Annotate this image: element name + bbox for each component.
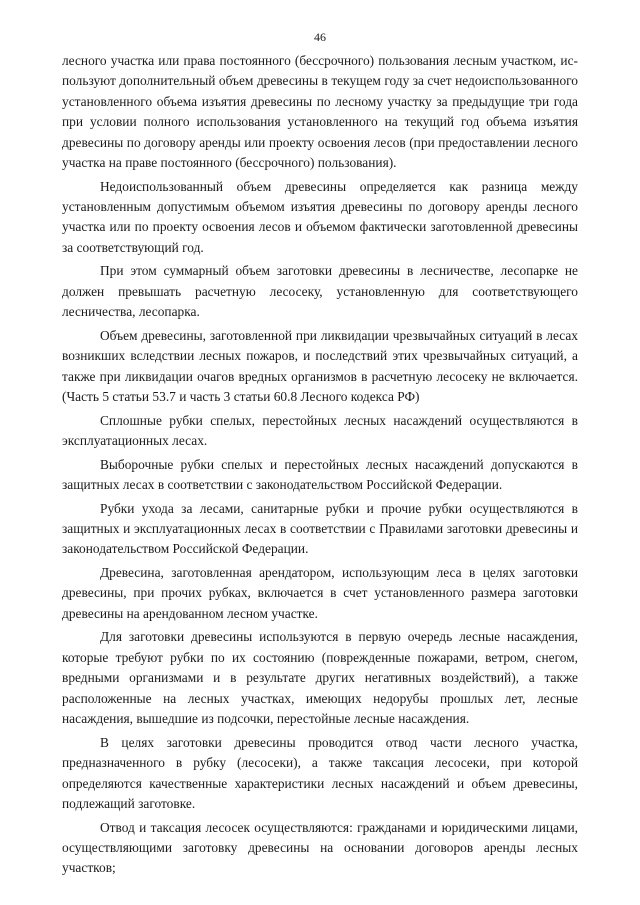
paragraph-8: Древесина, заготовленная арендатором, использующим леса в целях заготовки древесины, при прочих рубках, включается в счет установленного размера заготовки древесины на арендованном лесном участке.	[62, 565, 578, 621]
paragraph-6: Выборочные рубки спелых и перестойных лесных насаждений допускаются в защитных лесах в соответствии с законодательством Российской Федерации.	[62, 456, 578, 493]
page-number: 46	[314, 30, 326, 44]
paragraph-3: При этом суммарный объем заготовки древесины в лесничестве, лесопарке не должен превышать расчетную лесосеку, установленную для соответствующего лесничества, лесопарка.	[62, 263, 578, 320]
document-body	[62, 51, 578, 882]
paragraph-11: Отвод и таксация лесосек осуществляются: гражданами и юридическими лицами, осуществляющими заготовку древесины на основании договоров аренды лесных участков;	[62, 819, 578, 876]
paragraph-10: В целях заготовки древесины проводится отвод части лесного участка, предназначенного в рубку (лесосеки), а также таксация лесосеки, при которой определяются качественные характеристики лесных насаждений и объем древесины, подлежащий заготовке.	[62, 734, 578, 811]
paragraph-2: Недоиспользованный объем древесины определяется как разница между установленным допустимым объемом изъятия древесины по договору аренды лесного участка или по проекту освоения лесов и объемом фактически заготовленной древесины за соответствующий год.	[62, 178, 578, 255]
paragraph-1: лесного участка или права постоянного (бессрочного) пользования лесным участком, используют дополнительный объем древесины в текущем году за счет недоиспользованного установленного объема изъятия древесины по лесному участку за предыдущие три года при условии полного использования установленного на текущий год объема изъятия древесины по договору аренды или проекту освоения лесов (при предоставлении лесного участка на праве постоянного (бессрочного) пользования).	[62, 53, 578, 171]
paragraph-4: Объем древесины, заготовленной при ликвидации чрезвычайных ситуаций в лесах возникших вследствии лесных пожаров, и последствий этих чрезвычайных ситуаций, а также при ликвидации очагов вредных организмов в расчетную лесосеку не включается. (Часть 5 статьи 53.7 и часть 3 статьи 60.8 Лесного кодекса РФ)	[62, 327, 578, 405]
paragraph-9: Для заготовки древесины используются в первую очередь лесные насаждения, которые требуют рубки по их состоянию (поврежденные пожарами, ветром, снегом, вредными организмами и в результате других негативных воздействий), а также расположенные на лесных участках, имеющих недорубы прошлых лет, лесные насаждения, вышедшие из подсочки, перестойные лесные насаждения.	[62, 629, 578, 727]
paragraph-5: Сплошные рубки спелых, перестойных лесных насаждений осуществляются в эксплуатационных лесах.	[62, 412, 578, 449]
paragraph-7: Рубки ухода за лесами, санитарные рубки и прочие рубки осуществляются в защитных и эксплуатационных лесах в соответствии с Правилами заготовки древесины и законодательством Российской Федерации.	[62, 500, 578, 557]
